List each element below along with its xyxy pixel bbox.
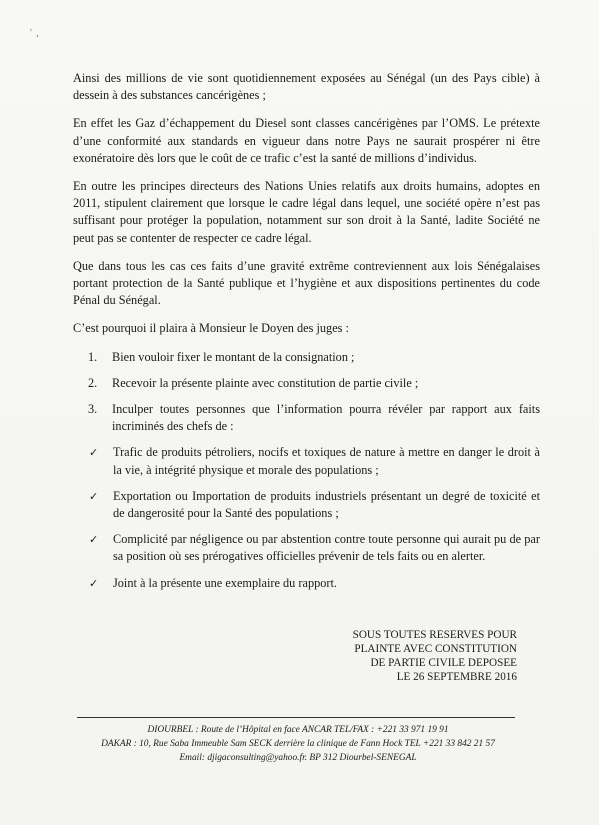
contact-footer <box>63 723 533 765</box>
check-list-item <box>89 531 540 565</box>
numbered-list <box>73 349 540 436</box>
paragraph-3: En outre les principes directeurs des Nations Unies relatifs aux droits humains, adoptes en 2011, stipulent clairement que lorsque le cadre légal dans lequel, une société opère n’est pas suffisant pour protéger la population, notamment sur son droit à la Santé, ladite Société ne peut pas se contenter de respecter ce cadre légal. <box>73 179 540 245</box>
check-list-item <box>89 444 540 478</box>
numbered-list-item <box>88 375 540 392</box>
checkmark-icon: ✓ <box>89 446 99 460</box>
check-list-item <box>89 575 540 592</box>
check-item-text: Trafic de produits pétroliers, nocifs et toxiques de nature à mettre en danger le droit à la vie, à intégrité physique et morale des populations ; <box>113 445 540 477</box>
check-list-item <box>89 488 540 522</box>
footer-line: DAKAR : 10, Rue Saba Immeuble Sam SECK derrière la clinique de Fann Hock TEL +221 33 842 21 57 <box>101 739 495 749</box>
check-item-text: Joint à la présente une exemplaire du rapport. <box>113 575 337 590</box>
list-item-text: Recevoir la présente plainte avec constitution de partie civile ; <box>112 375 419 390</box>
signature-block <box>327 628 517 684</box>
list-number: 2. <box>88 375 98 390</box>
check-item-text: Exportation ou Importation de produits industriels présentant un degré de toxicité et de dangerosité pour la Santé des populations ; <box>113 488 540 521</box>
footer-divider <box>77 717 515 718</box>
checkmark-icon: ✓ <box>89 489 99 503</box>
list-number: 3. <box>88 402 98 417</box>
signature-line: DE PARTIE CIVILE DEPOSEE <box>370 657 517 669</box>
list-item-text: Bien vouloir fixer le montant de la consignation ; <box>112 349 355 364</box>
check-item-text: Complicité par négligence ou par abstention contre toute personne qui aurait pu de par sa position où ses prérogatives officielles prévenir de tels faits ou en alerter. <box>113 532 540 564</box>
numbered-list-item <box>88 349 540 366</box>
numbered-list-item <box>88 401 540 435</box>
signature-line: SOUS TOUTES RESERVES POUR <box>352 629 517 641</box>
footer-line: DIOURBEL : Route de l’Hôpital en face ANCAR TEL/FAX : +221 33 971 19 91 <box>147 725 449 735</box>
checkmark-icon: ✓ <box>89 576 99 590</box>
list-item-text: Inculper toutes personnes que l’information pourra révéler par rapport aux faits incriminés des chefs de : <box>112 402 540 434</box>
list-number: 1. <box>88 349 98 364</box>
footer-line: Email: djigaconsulting@yahoo.fr. BP 312 Diourbel-SENEGAL <box>179 753 417 763</box>
scan-mark: ' , <box>30 28 40 39</box>
paragraph-4: Que dans tous les cas ces faits d’une gravité extrême contreviennent aux lois Sénégalaises portant protection de la Santé publique et l’hygiène et aux dispositions pertinentes du code Pénal du Sénégal. <box>73 258 540 308</box>
signature-line: LE 26 SEPTEMBRE 2016 <box>396 671 517 683</box>
checkmark-icon: ✓ <box>89 533 99 547</box>
paragraph-2: En effet les Gaz d’échappement du Diesel sont classes cancérigènes par l’OMS. Le prétexte d’une conformité aux standards en vigueur dans notre Pays ne saurait prospérer ni être exonératoire dès lors que le coût de ce trafic c’est la santé de millions d’individus. <box>73 116 540 165</box>
check-list <box>73 444 540 591</box>
paragraph-5: C’est pourquoi il plaira à Monsieur le Doyen des juges : <box>73 321 349 336</box>
document-body <box>73 70 540 601</box>
signature-line: PLAINTE AVEC CONSTITUTION <box>354 643 517 655</box>
paragraph-1: Ainsi des millions de vie sont quotidiennement exposées au Sénégal (un des Pays cible) à dessein à des substances cancérigènes ; <box>73 71 540 103</box>
